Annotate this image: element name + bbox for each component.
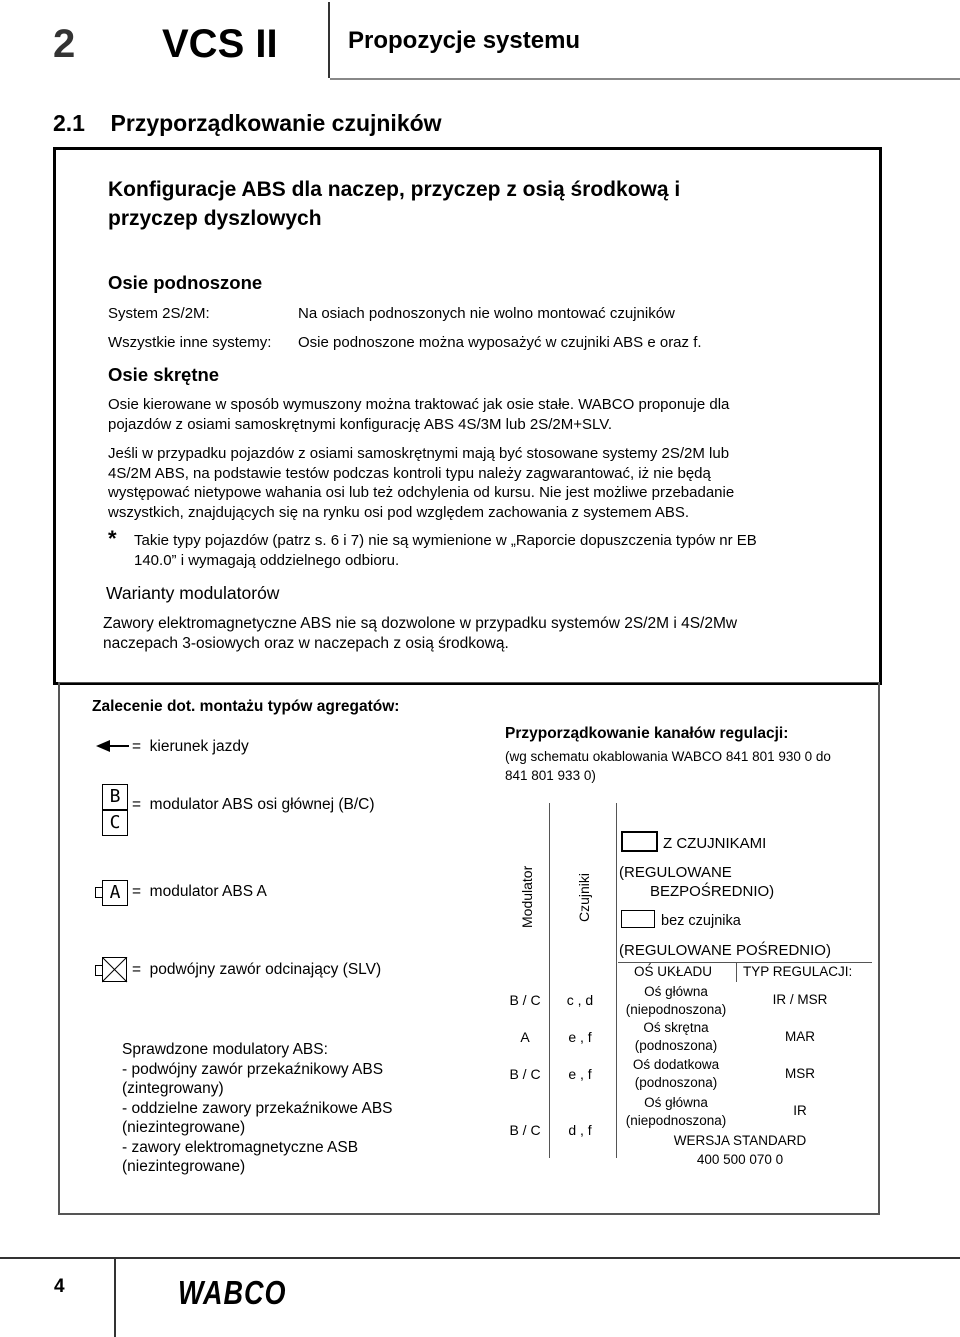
row2-modulator: A	[520, 1029, 530, 1045]
without-sensor-swatch	[621, 910, 655, 928]
column-modulator: Modulator	[519, 865, 535, 928]
box-title: Konfiguracje ABS dla naczep, przyczep z osią środkową i przyczep dyszlowych	[108, 178, 681, 230]
without-sensor-label: bez czujnika	[661, 913, 741, 929]
row1-type: IR / MSR	[772, 992, 828, 1007]
steer-para2-line1: Jeśli w przypadku pojazdów z osiami samoskrętnymi mają być stosowane systemy 2S/2M lub	[108, 445, 730, 462]
column-regulation-type: TYP REGULACJI:	[743, 964, 853, 979]
tested-modulators	[122, 1040, 393, 1177]
chapter-number: 2	[53, 22, 76, 66]
modulator-b-icon: B	[102, 784, 128, 810]
row4-type: IR	[793, 1103, 807, 1118]
row4-axle	[616, 1094, 736, 1130]
steer-para2-line4: wszystkich, znajdujących się na rynku osi pod względem zachowania z systemem ABS.	[108, 504, 690, 521]
with-sensors-swatch	[621, 831, 658, 852]
row3-modulator: B / C	[509, 1066, 541, 1082]
modulators-heading: Warianty modulatorów	[106, 583, 280, 603]
tested-line4: - oddzielne zawory przekaźnikowe ABS	[122, 1099, 393, 1117]
column-axle: OŚ UKŁADU	[634, 964, 713, 979]
direction-legend: = kierunek jazdy	[132, 738, 249, 755]
note-asterisk: *	[108, 526, 117, 551]
page-number: 4	[54, 1276, 65, 1297]
row3-axle	[616, 1056, 736, 1092]
footer-rule	[0, 1257, 960, 1259]
lift-row2-text: Osie podnoszone można wyposażyć w czujniki ABS e oraz f.	[298, 334, 702, 351]
row3-sensors: e , f	[568, 1066, 592, 1082]
table-divider-1	[549, 803, 550, 1158]
lift-axles-heading: Osie podnoszone	[108, 272, 263, 293]
header-divider	[328, 2, 330, 78]
section-title: 2.1 Przyporządkowanie czujników	[53, 110, 442, 136]
steer-para1-line2: pojazdów z osiami samoskrętnymi konfigurację ABS 4S/3M lub 2S/2M+SLV.	[108, 416, 612, 433]
row1-modulator: B / C	[509, 992, 541, 1008]
modulators-line2: naczepach 3-osiowych oraz w naczepach z osią środkową.	[103, 635, 509, 652]
row2-sensors: e , f	[568, 1029, 592, 1045]
wabco-logo: WABCO	[178, 1274, 287, 1312]
bc-legend: = modulator ABS osi głównej (B/C)	[132, 796, 375, 813]
modulators-line1: Zawory elektromagnetyczne ABS nie są dozwolone w przypadku systemów 2S/2M i 4S/2Mw	[103, 615, 738, 632]
modulator-a-icon: A	[102, 880, 128, 906]
direct-line1: (REGULOWANE	[619, 864, 732, 881]
standard-version	[660, 1131, 820, 1169]
channels-subtitle	[505, 747, 831, 785]
standard-version-number: 400 500 070 0	[696, 1152, 784, 1167]
channels-title: Przyporządkowanie kanałów regulacji:	[505, 725, 789, 742]
note-line1: Takie typy pojazdów (patrz s. 6 i 7) nie są wymienione w „Raporcie dopuszczenia typów nr EB	[134, 532, 757, 549]
row3-type: MSR	[785, 1066, 815, 1081]
with-sensors-label: Z CZUJNIKAMI	[663, 835, 767, 852]
table-header-rule	[618, 962, 872, 963]
system-name: VCS II	[162, 22, 278, 66]
slv-valve-icon	[102, 957, 128, 988]
row2-axle-name: Oś skrętna	[643, 1020, 709, 1035]
table-header-divider	[736, 962, 737, 982]
row3-axle-detail: (podnoszona)	[634, 1075, 718, 1090]
a-legend: = modulator ABS A	[132, 883, 267, 900]
row2-axle	[616, 1019, 736, 1055]
tested-line6: - zawory elektromagnetyczne ASB	[122, 1138, 359, 1156]
lift-row2-label: Wszystkie inne systemy:	[108, 334, 272, 351]
channels-sub-line1: (wg schematu okablowania WABCO 841 801 930 0 do	[505, 749, 831, 764]
direction-arrow-icon	[96, 739, 130, 758]
row1-axle-detail: (niepodnoszona)	[625, 1002, 727, 1017]
tested-line3: (zintegrowany)	[122, 1080, 224, 1097]
note-line2: 140.0” i wymagają oddzielnego odbioru.	[134, 552, 400, 569]
tested-line1: Sprawdzone modulatory ABS:	[122, 1041, 328, 1058]
chapter-subtitle: Propozycje systemu	[348, 27, 581, 54]
row4-sensors: d , f	[568, 1122, 592, 1138]
footer-divider	[114, 1259, 116, 1337]
lift-row1-label: System 2S/2M:	[108, 305, 210, 322]
row1-sensors: c , d	[566, 992, 594, 1008]
steer-axles-heading: Osie skrętne	[108, 364, 220, 385]
steer-para2-line3: występować nietypowe wahania osi lub też odchylenia od kursu. Nie jest możliwe przebadanie	[108, 484, 735, 501]
direct-line2: BEZPOŚREDNIO)	[650, 883, 775, 900]
row1-axle	[616, 983, 736, 1019]
row3-axle-name: Oś dodatkowa	[632, 1057, 720, 1072]
row4-axle-name: Oś główna	[644, 1095, 708, 1110]
column-sensors: Czujniki	[576, 872, 592, 922]
row2-type: MAR	[785, 1029, 815, 1044]
tested-line5: (niezintegrowane)	[122, 1119, 246, 1136]
steer-para2-line2: 4S/2M ABS, na podstawie testów podczas kontroli typu należy zagwarantować, iż nie będą	[108, 465, 711, 482]
recommendation-title: Zalecenie dot. montażu typów agregatów:	[92, 698, 400, 715]
slv-legend: = podwójny zawór odcinający (SLV)	[132, 961, 382, 978]
channels-sub-line2: 841 801 933 0)	[505, 768, 596, 783]
row4-axle-detail: (niepodnoszona)	[625, 1113, 727, 1128]
row4-modulator: B / C	[509, 1122, 541, 1138]
row1-axle-name: Oś główna	[644, 984, 708, 999]
row2-axle-detail: (podnoszona)	[634, 1038, 718, 1053]
modulator-c-icon: C	[102, 810, 128, 836]
indirect-label: (REGULOWANE POŚREDNIO)	[619, 942, 831, 959]
standard-version-label: WERSJA STANDARD	[673, 1133, 807, 1148]
header-rule	[330, 78, 960, 80]
tested-line2: - podwójny zawór przekaźnikowy ABS	[122, 1060, 384, 1078]
steer-para1-line1: Osie kierowane w sposób wymuszony można traktować jak osie stałe. WABCO proponuje dla	[108, 396, 730, 413]
lift-row1-text: Na osiach podnoszonych nie wolno montować czujników	[298, 305, 675, 322]
tested-line7: (niezintegrowane)	[122, 1158, 246, 1175]
